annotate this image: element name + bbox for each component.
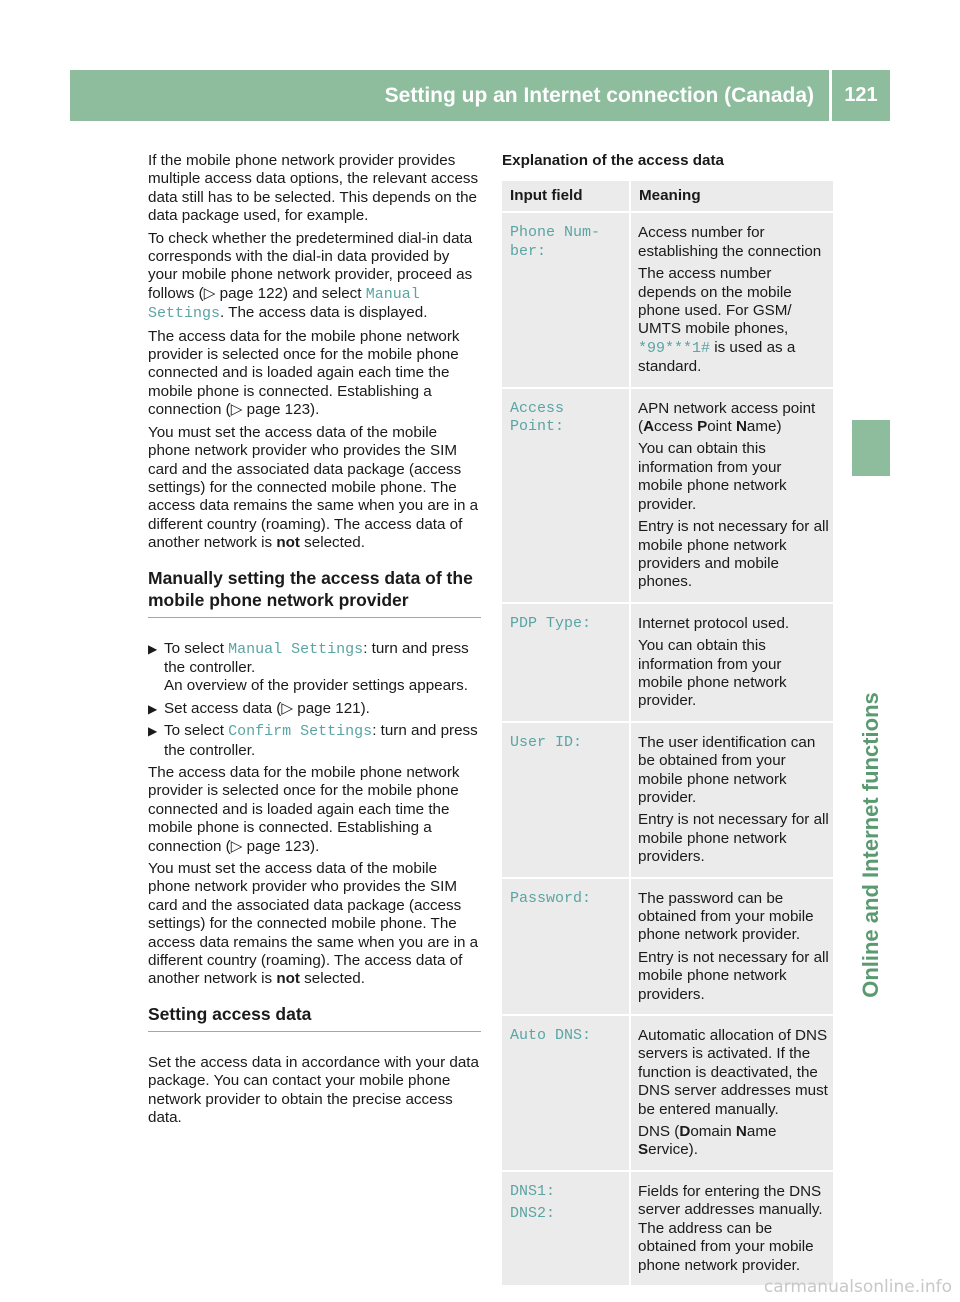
table-row bbox=[502, 723, 833, 879]
paragraph: Set the access data in accordance with your data package. You can contact your mobile phone network provider to obtain the precise access data. bbox=[148, 1053, 479, 1127]
meaning-cell: The user identification can be obtained from your mobile phone network provider. Entry is not necessary for all mobile phone network providers. bbox=[629, 723, 833, 879]
page-number: 121 bbox=[844, 84, 878, 106]
reference-arrow-icon: ▷ bbox=[203, 284, 216, 302]
input-field-cell: PDP Type: bbox=[502, 604, 629, 723]
table-row bbox=[502, 604, 833, 723]
table-row bbox=[502, 1172, 833, 1287]
input-field-cell: Phone Num‐ ber: bbox=[502, 213, 629, 388]
right-column bbox=[502, 152, 833, 1287]
step: ▶ Set access data (▷ page 121). bbox=[148, 699, 370, 717]
watermark: carmanualsonline.info bbox=[763, 1276, 952, 1297]
input-field-cell: Access Point: bbox=[502, 389, 629, 604]
reference-arrow-icon: ▷ bbox=[230, 401, 243, 419]
input-field-cell: Password: bbox=[502, 879, 629, 1016]
chapter-label: Online and Internet functions bbox=[858, 692, 883, 998]
paragraph: You must set the access data of the mobile phone network provider who provides the SIM card and the associated data package (access settings) for the connected mobile phone. The access data remains the same when you are in a different country (roaming). The access data of another network is not selected. bbox=[148, 860, 479, 988]
column-header: Meaning bbox=[629, 181, 833, 213]
access-data-table bbox=[502, 181, 833, 1287]
input-field-cell: User ID: bbox=[502, 723, 629, 879]
chapter-tab bbox=[852, 420, 890, 476]
table-header-row bbox=[502, 181, 833, 213]
step: ▶ To select Manual Settings: turn and press the controller. An overview of the provider settings appears. bbox=[148, 639, 469, 695]
table-title: Explanation of the access data bbox=[502, 152, 724, 169]
section-heading: Manually setting the access data of the mobile phone network provider bbox=[148, 567, 481, 618]
step-arrow-icon: ▶ bbox=[148, 701, 158, 716]
meaning-cell: Fields for entering the DNS server addresses manually. The address can be obtained from your mobile phone network provider. bbox=[629, 1172, 833, 1287]
meaning-cell: APN network access point (Access Point Name) You can obtain this information from your mobile phone network provider. Entry is not necessary for all mobile phone network providers and mobile phones. bbox=[629, 389, 833, 604]
section-heading: Setting access data bbox=[148, 1003, 481, 1032]
paragraph: The access data for the mobile phone network provider is selected once for the mobile phone connected and is loaded again each time the mobile phone is connected. Establishing a connection (▷ page 123). bbox=[148, 327, 460, 419]
input-field-cell: Auto DNS: bbox=[502, 1016, 629, 1172]
meaning-cell: The password can be obtained from your mobile phone network provider. Entry is not necessary for all mobile phone network providers. bbox=[629, 879, 833, 1016]
table-row bbox=[502, 389, 833, 604]
meaning-cell: Access number for establishing the connection The access number depends on the mobile phone used. For GSM/ UMTS mobile phones, *99***1# is used as a standard. bbox=[629, 213, 833, 388]
paragraph: You must set the access data of the mobile phone network provider who provides the SIM card and the associated data package (access settings) for the connected mobile phone. The access data remains the same when you are in a different country (roaming). The access data of another network is not selected. bbox=[148, 423, 479, 552]
reference-arrow-icon: ▷ bbox=[230, 837, 243, 855]
table-row bbox=[502, 879, 833, 1016]
column-header: Input field bbox=[502, 181, 629, 213]
paragraph: To check whether the predetermined dial-in data corresponds with the dial-in data provided by your mobile phone network provider, proceed as follows (▷ page 122) and select Manual Settings. The access data is displayed. bbox=[148, 229, 473, 323]
meaning-cell: Automatic allocation of DNS servers is activated. If the function is deactivated, the DNS server addresses must be entered manually. DNS (Domain Name Service). bbox=[629, 1016, 833, 1172]
reference-arrow-icon: ▷ bbox=[281, 699, 294, 717]
table-row bbox=[502, 213, 833, 388]
left-column bbox=[148, 152, 481, 1131]
step: ▶ To select Confirm Settings: turn and press the controller. bbox=[148, 722, 478, 759]
table-row bbox=[502, 1016, 833, 1172]
page-title: Setting up an Internet connection (Canada) bbox=[384, 84, 814, 107]
meaning-cell: Internet protocol used. You can obtain this information from your mobile phone network provider. bbox=[629, 604, 833, 723]
paragraph: The access data for the mobile phone network provider is selected once for the mobile phone connected and is loaded again each time the mobile phone is connected. Establishing a connection (▷ page 123). bbox=[148, 763, 460, 855]
input-field-cell: DNS1: DNS2: bbox=[502, 1172, 629, 1287]
step-arrow-icon: ▶ bbox=[148, 724, 158, 739]
paragraph: If the mobile phone network provider provides multiple access data options, the relevant access data still has to be selected. This depends on the data package used, for example. bbox=[148, 152, 479, 225]
menu-item-manual-settings: Manual Settings bbox=[148, 285, 420, 323]
step-arrow-icon: ▶ bbox=[148, 641, 158, 656]
